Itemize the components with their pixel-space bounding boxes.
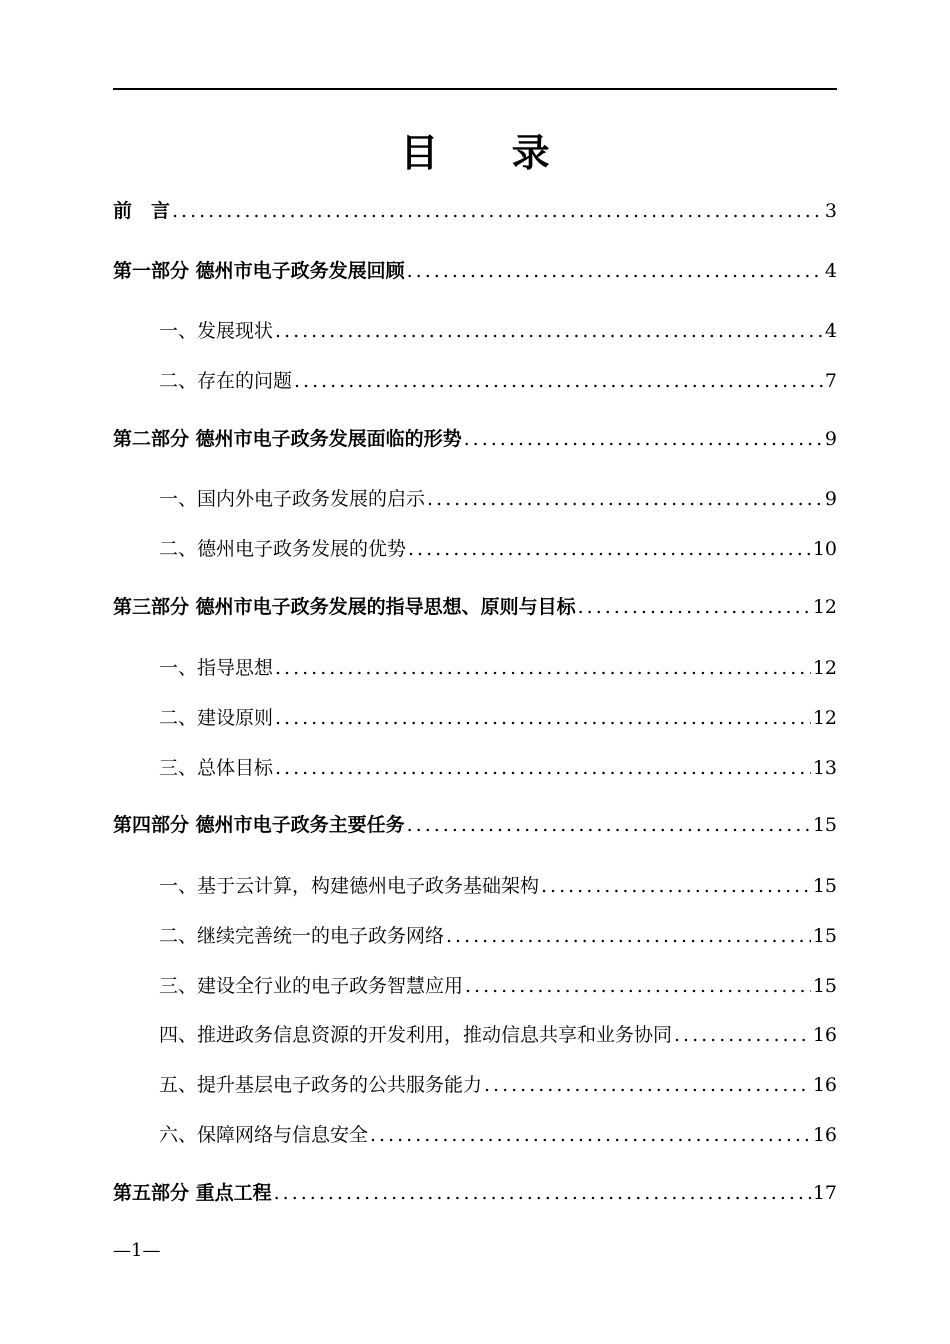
dot-leader	[674, 1020, 811, 1050]
toc-entry[interactable]	[113, 256, 837, 286]
toc-entry-label: 一、国内外电子政务发展的启示	[159, 488, 426, 510]
dot-leader	[370, 1120, 811, 1150]
dot-leader	[275, 753, 811, 783]
dot-leader	[275, 703, 811, 733]
toc-entry[interactable]	[159, 484, 837, 514]
toc-entry-label: 一、基于云计算，构建德州电子政务基础架构	[159, 875, 540, 897]
toc-entry[interactable]	[113, 1178, 837, 1208]
dot-leader	[446, 921, 811, 951]
toc-entry-page: 17	[812, 1182, 837, 1204]
toc-entry-label: 五、提升基层电子政务的公共服务能力	[159, 1074, 483, 1096]
toc-entry-page: 7	[824, 370, 837, 392]
toc-entry-page: 15	[812, 814, 837, 836]
dot-leader	[294, 366, 823, 396]
dot-leader	[408, 534, 811, 564]
dot-leader	[484, 1070, 811, 1100]
dot-leader	[578, 592, 811, 622]
toc-entry-label: 第二部分 德州市电子政务发展面临的形势	[113, 428, 462, 450]
toc-entry[interactable]	[113, 592, 837, 622]
toc-entry-page: 3	[824, 200, 837, 222]
toc-entry-label: 一、发展现状	[159, 320, 274, 342]
toc-entry[interactable]	[159, 703, 837, 733]
toc-entry-label: 三、建设全行业的电子政务智慧应用	[159, 975, 464, 997]
toc-entry[interactable]	[159, 871, 837, 901]
toc-entry-label: 第三部分 德州市电子政务发展的指导思想、原则与目标	[113, 596, 576, 618]
toc-entry[interactable]	[113, 424, 837, 454]
toc-entry[interactable]	[159, 921, 837, 951]
toc-entry-page: 12	[812, 596, 837, 618]
toc-entry[interactable]	[159, 971, 837, 1001]
toc-entry-page: 15	[812, 875, 837, 897]
toc-entry[interactable]	[159, 1120, 837, 1150]
toc-entry-page: 4	[824, 320, 837, 342]
toc-entry-label: 二、德州电子政务发展的优势	[159, 538, 407, 560]
toc-entry[interactable]	[159, 1070, 837, 1100]
dot-leader	[275, 653, 811, 683]
toc-entry-page: 15	[812, 925, 837, 947]
toc-entry-label: 第一部分 德州市电子政务发展回顾	[113, 260, 405, 282]
toc-entry[interactable]	[159, 366, 837, 396]
page-title: 目 录	[400, 131, 580, 175]
page-number: —1—	[113, 1240, 161, 1261]
toc-entry-page: 13	[812, 757, 837, 779]
table-of-contents	[113, 0, 837, 1240]
toc-entry-page: 16	[812, 1024, 837, 1046]
toc-entry-page: 9	[824, 428, 837, 450]
toc-entry[interactable]	[113, 810, 837, 840]
dot-leader	[407, 256, 823, 286]
dot-leader	[172, 196, 823, 226]
toc-entry[interactable]	[159, 753, 837, 783]
toc-entry-label: 二、继续完善统一的电子政务网络	[159, 925, 445, 947]
toc-entry-page: 12	[812, 657, 837, 679]
toc-entry[interactable]	[159, 316, 837, 346]
toc-entry-label: 二、存在的问题	[159, 370, 293, 392]
toc-entry-label: 四、推进政务信息资源的开发利用，推动信息共享和业务协同	[159, 1024, 673, 1046]
dot-leader	[407, 810, 811, 840]
toc-entry-label: 第五部分 重点工程	[113, 1182, 272, 1204]
dot-leader	[274, 1178, 811, 1208]
toc-entry-page: 12	[812, 707, 837, 729]
toc-entry-label: 第四部分 德州市电子政务主要任务	[113, 814, 405, 836]
toc-entry-page: 15	[812, 975, 837, 997]
toc-entry[interactable]	[113, 196, 837, 226]
toc-entry-label: 三、总体目标	[159, 757, 274, 779]
dot-leader	[427, 484, 823, 514]
toc-entry-page: 4	[824, 260, 837, 282]
toc-entry-label: 一、指导思想	[159, 657, 274, 679]
toc-entry[interactable]	[159, 1020, 837, 1050]
dot-leader	[541, 871, 811, 901]
toc-entry-label: 二、建设原则	[159, 707, 274, 729]
toc-entry-label: 六、保障网络与信息安全	[159, 1124, 369, 1146]
toc-entry-page: 9	[824, 488, 837, 510]
toc-entry-page: 16	[812, 1074, 837, 1096]
toc-entry-page: 16	[812, 1124, 837, 1146]
dot-leader	[465, 971, 811, 1001]
dot-leader	[275, 316, 823, 346]
toc-entry[interactable]	[159, 653, 837, 683]
toc-entry[interactable]	[159, 534, 837, 564]
toc-entry-page: 10	[812, 538, 837, 560]
dot-leader	[464, 424, 823, 454]
toc-entry-label: 前 言	[113, 200, 171, 222]
